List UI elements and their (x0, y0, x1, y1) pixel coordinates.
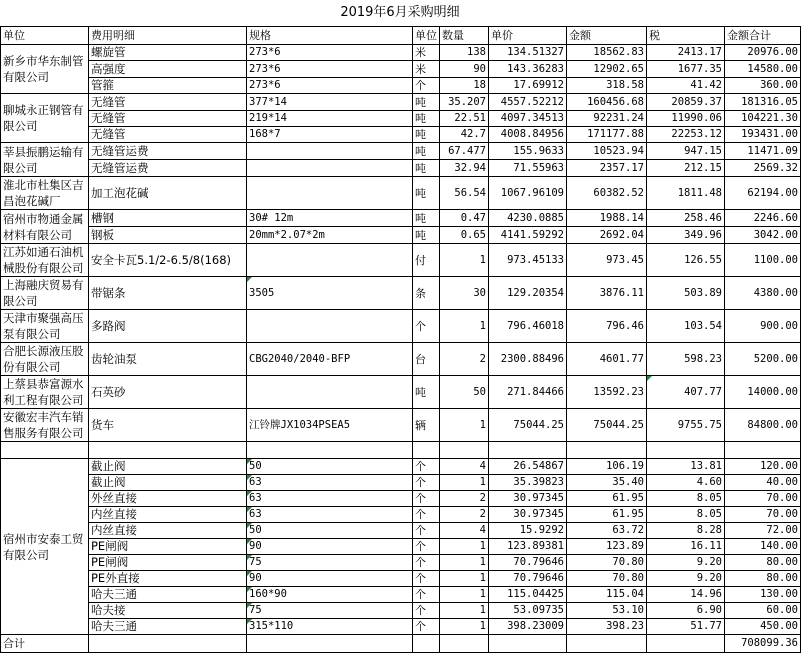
table-row[interactable] (1, 539, 801, 555)
quantity-cell[interactable]: 1 (440, 555, 489, 571)
unit-price-cell[interactable]: 4141.59292 (489, 227, 567, 244)
unit-cell[interactable]: 个 (413, 475, 440, 491)
spec-cell[interactable]: 160*90 (247, 587, 413, 603)
unit-price-cell[interactable]: 2300.88496 (489, 343, 567, 376)
quantity-cell[interactable]: 32.94 (440, 160, 489, 177)
quantity-cell[interactable]: 1 (440, 310, 489, 343)
tax-cell[interactable]: 1811.48 (647, 177, 725, 210)
total-cell[interactable]: 3042.00 (725, 227, 801, 244)
total-cell[interactable]: 360.00 (725, 78, 801, 94)
spec-cell[interactable]: 63 (247, 475, 413, 491)
spec-cell[interactable]: 90 (247, 571, 413, 587)
unit-price-cell[interactable]: 973.45133 (489, 244, 567, 277)
unit-price-cell[interactable]: 115.04425 (489, 587, 567, 603)
unit-price-cell[interactable]: 123.89381 (489, 539, 567, 555)
item-cell[interactable]: 无缝管运费 (89, 143, 247, 160)
total-cell[interactable]: 1100.00 (725, 244, 801, 277)
unit-price-cell[interactable]: 30.97345 (489, 507, 567, 523)
total-label: 合计 (1, 635, 89, 653)
total-cell[interactable]: 2569.32 (725, 160, 801, 177)
tax-cell[interactable]: 16.11 (647, 539, 725, 555)
quantity-cell[interactable]: 4 (440, 459, 489, 475)
amount-cell[interactable]: 35.40 (567, 475, 647, 491)
item-cell[interactable]: 加工泡花碱 (89, 177, 247, 210)
amount-cell[interactable]: 2692.04 (567, 227, 647, 244)
table-row[interactable] (1, 491, 801, 507)
spec-cell[interactable]: 20mm*2.07*2m (247, 227, 413, 244)
item-cell[interactable]: 哈夫接 (89, 603, 247, 619)
item-cell[interactable]: 槽钢 (89, 210, 247, 227)
table-row[interactable] (1, 343, 801, 376)
item-cell[interactable]: 无缝管运费 (89, 160, 247, 177)
total-cell[interactable]: 11471.09 (725, 143, 801, 160)
table-row[interactable] (1, 61, 801, 78)
purchase-table (0, 26, 801, 653)
amount-cell[interactable]: 61.95 (567, 491, 647, 507)
unit-price-cell[interactable]: 75044.25 (489, 409, 567, 442)
amount-cell[interactable]: 3876.11 (567, 277, 647, 310)
item-cell[interactable]: 无缝管 (89, 94, 247, 111)
unit-price-cell[interactable]: 35.39823 (489, 475, 567, 491)
table-row[interactable] (1, 475, 801, 491)
quantity-cell[interactable]: 1 (440, 244, 489, 277)
quantity-cell[interactable]: 90 (440, 61, 489, 78)
total-cell[interactable]: 70.00 (725, 491, 801, 507)
table-row[interactable] (1, 227, 801, 244)
company-cell[interactable]: 上海融庆贸易有限公司 (1, 277, 89, 310)
total-cell[interactable]: 62194.00 (725, 177, 801, 210)
tax-cell[interactable]: 9.20 (647, 555, 725, 571)
amount-cell[interactable]: 60382.52 (567, 177, 647, 210)
quantity-cell[interactable]: 2 (440, 507, 489, 523)
item-cell[interactable]: 带锯条 (89, 277, 247, 310)
header-cell[interactable]: 金额合计 (725, 27, 801, 45)
quantity-cell[interactable]: 1 (440, 475, 489, 491)
total-cell[interactable]: 80.00 (725, 555, 801, 571)
amount-cell[interactable]: 973.45 (567, 244, 647, 277)
quantity-cell[interactable]: 2 (440, 343, 489, 376)
table-row[interactable] (1, 210, 801, 227)
watermark-icon (782, 655, 800, 667)
unit-cell[interactable]: 吨 (413, 111, 440, 127)
amount-cell[interactable]: 796.46 (567, 310, 647, 343)
amount-cell[interactable]: 4601.77 (567, 343, 647, 376)
company-cell[interactable]: 新乡市华东制管有限公司 (1, 45, 89, 94)
total-cell[interactable]: 72.00 (725, 523, 801, 539)
header-cell[interactable]: 单位 (413, 27, 440, 45)
total-cell[interactable]: 20976.00 (725, 45, 801, 61)
amount-cell[interactable]: 70.80 (567, 555, 647, 571)
header-cell[interactable]: 规格 (247, 27, 413, 45)
amount-cell[interactable]: 160456.68 (567, 94, 647, 111)
unit-price-cell[interactable]: 53.09735 (489, 603, 567, 619)
sheet-title: 2019年6月采购明细 (340, 5, 460, 20)
unit-price-cell[interactable]: 129.20354 (489, 277, 567, 310)
unit-cell[interactable]: 个 (413, 523, 440, 539)
unit-price-cell[interactable]: 134.51327 (489, 45, 567, 61)
total-cell[interactable]: 181316.05 (725, 94, 801, 111)
table-row[interactable] (1, 587, 801, 603)
total-cell[interactable]: 40.00 (725, 475, 801, 491)
item-cell[interactable]: 外丝直接 (89, 491, 247, 507)
quantity-cell[interactable]: 2 (440, 491, 489, 507)
item-cell[interactable]: PE闸阀 (89, 555, 247, 571)
unit-price-cell[interactable]: 15.9292 (489, 523, 567, 539)
unit-price-cell[interactable]: 796.46018 (489, 310, 567, 343)
header-cell[interactable]: 税 (647, 27, 725, 45)
quantity-cell[interactable]: 42.7 (440, 127, 489, 143)
unit-cell[interactable]: 吨 (413, 376, 440, 409)
tax-cell[interactable]: 258.46 (647, 210, 725, 227)
unit-cell[interactable]: 吨 (413, 143, 440, 160)
unit-cell[interactable]: 吨 (413, 160, 440, 177)
quantity-cell[interactable]: 56.54 (440, 177, 489, 210)
tax-cell[interactable]: 598.23 (647, 343, 725, 376)
empty-cell (440, 635, 489, 653)
unit-price-cell[interactable]: 1067.96109 (489, 177, 567, 210)
tax-cell[interactable]: 51.77 (647, 619, 725, 635)
spec-cell[interactable] (247, 143, 413, 160)
unit-cell[interactable]: 个 (413, 587, 440, 603)
item-cell[interactable]: 内丝直接 (89, 507, 247, 523)
amount-cell[interactable]: 75044.25 (567, 409, 647, 442)
total-cell[interactable]: 450.00 (725, 619, 801, 635)
spacer-row (1, 442, 801, 459)
empty-cell (647, 442, 725, 459)
table-row[interactable] (1, 507, 801, 523)
table-row[interactable] (1, 160, 801, 177)
amount-cell[interactable]: 61.95 (567, 507, 647, 523)
table-row[interactable] (1, 78, 801, 94)
header-row (1, 27, 801, 45)
spec-cell[interactable] (247, 376, 413, 409)
unit-price-cell[interactable]: 155.9633 (489, 143, 567, 160)
unit-price-cell[interactable]: 26.54867 (489, 459, 567, 475)
quantity-cell[interactable]: 1 (440, 571, 489, 587)
table-row[interactable] (1, 94, 801, 111)
quantity-cell[interactable]: 0.47 (440, 210, 489, 227)
unit-price-cell[interactable]: 271.84466 (489, 376, 567, 409)
table-row[interactable] (1, 244, 801, 277)
item-cell[interactable]: 哈夫三通 (89, 619, 247, 635)
amount-cell[interactable]: 2357.17 (567, 160, 647, 177)
amount-cell[interactable]: 318.58 (567, 78, 647, 94)
amount-cell[interactable]: 18562.83 (567, 45, 647, 61)
empty-cell (89, 635, 247, 653)
unit-cell[interactable]: 个 (413, 555, 440, 571)
company-cell[interactable]: 上蔡县恭富源水利工程有限公司 (1, 376, 89, 409)
company-cell[interactable]: 莘县振鹏运输有限公司 (1, 143, 89, 177)
quantity-cell[interactable]: 35.207 (440, 94, 489, 111)
unit-cell[interactable]: 条 (413, 277, 440, 310)
unit-price-cell[interactable]: 17.69912 (489, 78, 567, 94)
quantity-cell[interactable]: 50 (440, 376, 489, 409)
amount-cell[interactable]: 1988.14 (567, 210, 647, 227)
unit-cell[interactable]: 吨 (413, 94, 440, 111)
tax-cell[interactable]: 503.89 (647, 277, 725, 310)
quantity-cell[interactable]: 67.477 (440, 143, 489, 160)
item-cell[interactable]: 截止阀 (89, 475, 247, 491)
amount-cell[interactable]: 92231.24 (567, 111, 647, 127)
amount-cell[interactable]: 63.72 (567, 523, 647, 539)
tax-cell[interactable]: 1677.35 (647, 61, 725, 78)
total-cell[interactable]: 4380.00 (725, 277, 801, 310)
spec-cell[interactable]: 168*7 (247, 127, 413, 143)
total-cell[interactable]: 80.00 (725, 571, 801, 587)
company-cell[interactable]: 江苏如通石油机械股份有限公司 (1, 244, 89, 277)
item-cell[interactable]: 无缝管 (89, 127, 247, 143)
spec-cell[interactable]: 219*14 (247, 111, 413, 127)
total-row (1, 635, 801, 653)
item-cell[interactable]: 石英砂 (89, 376, 247, 409)
unit-cell[interactable]: 米 (413, 61, 440, 78)
quantity-cell[interactable]: 1 (440, 409, 489, 442)
amount-cell[interactable]: 398.23 (567, 619, 647, 635)
table-row[interactable] (1, 459, 801, 475)
grand-total: 708099.36 (725, 635, 801, 653)
total-cell[interactable]: 130.00 (725, 587, 801, 603)
amount-cell[interactable]: 13592.23 (567, 376, 647, 409)
spec-cell[interactable] (247, 310, 413, 343)
spec-cell[interactable]: 江铃牌JX1034PSEA5 (247, 409, 413, 442)
spec-cell[interactable]: 377*14 (247, 94, 413, 111)
item-cell[interactable]: 内丝直接 (89, 523, 247, 539)
total-cell[interactable]: 193431.00 (725, 127, 801, 143)
item-cell[interactable]: 管箍 (89, 78, 247, 94)
quantity-cell[interactable]: 30 (440, 277, 489, 310)
spec-cell[interactable]: 273*6 (247, 61, 413, 78)
unit-cell[interactable]: 个 (413, 491, 440, 507)
empty-cell (247, 442, 413, 459)
tax-cell[interactable]: 2413.17 (647, 45, 725, 61)
total-cell[interactable]: 120.00 (725, 459, 801, 475)
spec-cell[interactable]: 75 (247, 555, 413, 571)
amount-cell[interactable]: 53.10 (567, 603, 647, 619)
unit-price-cell[interactable]: 398.23009 (489, 619, 567, 635)
empty-cell (489, 442, 567, 459)
table-row[interactable] (1, 45, 801, 61)
amount-cell[interactable]: 70.80 (567, 571, 647, 587)
tax-cell[interactable]: 8.05 (647, 491, 725, 507)
table-row[interactable] (1, 376, 801, 409)
tax-cell[interactable]: 14.96 (647, 587, 725, 603)
quantity-cell[interactable]: 0.65 (440, 227, 489, 244)
table-row[interactable] (1, 555, 801, 571)
table-row[interactable] (1, 571, 801, 587)
spec-cell[interactable]: 90 (247, 539, 413, 555)
spec-cell[interactable] (247, 244, 413, 277)
empty-cell (1, 442, 89, 459)
amount-cell[interactable]: 171177.88 (567, 127, 647, 143)
spec-cell[interactable]: 63 (247, 491, 413, 507)
tax-cell[interactable]: 20859.37 (647, 94, 725, 111)
tax-cell[interactable]: 9.20 (647, 571, 725, 587)
quantity-cell[interactable]: 1 (440, 603, 489, 619)
spec-cell[interactable] (247, 177, 413, 210)
amount-cell[interactable]: 10523.94 (567, 143, 647, 160)
company-cell[interactable]: 淮北市杜集区吉昌泡花碱厂 (1, 177, 89, 210)
total-cell[interactable]: 5200.00 (725, 343, 801, 376)
unit-price-cell[interactable]: 4557.52212 (489, 94, 567, 111)
total-cell[interactable]: 84800.00 (725, 409, 801, 442)
tax-cell[interactable]: 126.55 (647, 244, 725, 277)
spec-cell[interactable]: 273*6 (247, 45, 413, 61)
table-row[interactable] (1, 143, 801, 160)
spec-cell[interactable]: 30# 12m (247, 210, 413, 227)
quantity-cell[interactable]: 1 (440, 539, 489, 555)
item-cell[interactable]: 螺旋管 (89, 45, 247, 61)
total-cell[interactable]: 14000.00 (725, 376, 801, 409)
company-cell[interactable]: 安徽宏丰汽车销售服务有限公司 (1, 409, 89, 442)
tax-cell[interactable]: 407.77 (647, 376, 725, 409)
tax-cell[interactable]: 11990.06 (647, 111, 725, 127)
unit-price-cell[interactable]: 4008.84956 (489, 127, 567, 143)
header-cell[interactable]: 单价 (489, 27, 567, 45)
header-cell[interactable]: 数量 (440, 27, 489, 45)
item-cell[interactable]: 安全卡瓦5.1/2-6.5/8(168) (89, 244, 247, 277)
unit-cell[interactable]: 个 (413, 78, 440, 94)
empty-cell (647, 635, 725, 653)
unit-cell[interactable]: 个 (413, 539, 440, 555)
tax-cell[interactable]: 947.15 (647, 143, 725, 160)
total-cell[interactable]: 104221.30 (725, 111, 801, 127)
unit-price-cell[interactable]: 30.97345 (489, 491, 567, 507)
amount-cell[interactable]: 12902.65 (567, 61, 647, 78)
unit-cell[interactable]: 辆 (413, 409, 440, 442)
company-cell[interactable]: 宿州市物通金属材料有限公司 (1, 210, 89, 244)
table-row[interactable] (1, 523, 801, 539)
spec-cell[interactable]: 63 (247, 507, 413, 523)
item-cell[interactable]: 多路阀 (89, 310, 247, 343)
table-row[interactable] (1, 619, 801, 635)
table-row[interactable] (1, 127, 801, 143)
spec-cell[interactable]: 315*110 (247, 619, 413, 635)
total-cell[interactable]: 2246.60 (725, 210, 801, 227)
unit-cell[interactable]: 个 (413, 571, 440, 587)
empty-cell (89, 442, 247, 459)
quantity-cell[interactable]: 138 (440, 45, 489, 61)
unit-cell[interactable]: 吨 (413, 177, 440, 210)
empty-cell (413, 442, 440, 459)
company-cell[interactable]: 天津市聚强高压泵有限公司 (1, 310, 89, 343)
amount-cell[interactable]: 123.89 (567, 539, 647, 555)
tax-cell[interactable]: 212.15 (647, 160, 725, 177)
item-cell[interactable]: 齿轮油泵 (89, 343, 247, 376)
unit-cell[interactable]: 吨 (413, 227, 440, 244)
unit-price-cell[interactable]: 71.55963 (489, 160, 567, 177)
item-cell[interactable]: 高强度 (89, 61, 247, 78)
item-cell[interactable]: PE外直接 (89, 571, 247, 587)
tax-cell[interactable]: 41.42 (647, 78, 725, 94)
table-row[interactable] (1, 277, 801, 310)
tax-cell[interactable]: 22253.12 (647, 127, 725, 143)
tax-cell[interactable]: 103.54 (647, 310, 725, 343)
unit-cell[interactable]: 米 (413, 45, 440, 61)
quantity-cell[interactable]: 1 (440, 587, 489, 603)
total-cell[interactable]: 140.00 (725, 539, 801, 555)
spec-cell[interactable]: CBG2040/2040-BFP (247, 343, 413, 376)
quantity-cell[interactable]: 1 (440, 619, 489, 635)
amount-cell[interactable]: 106.19 (567, 459, 647, 475)
empty-cell (413, 635, 440, 653)
header-cell[interactable]: 金额 (567, 27, 647, 45)
tax-cell[interactable]: 8.28 (647, 523, 725, 539)
tax-cell[interactable]: 13.81 (647, 459, 725, 475)
company-cell[interactable]: 聊城永正钢管有限公司 (1, 94, 89, 143)
spec-cell[interactable]: 3505 (247, 277, 413, 310)
unit-cell[interactable]: 个 (413, 507, 440, 523)
header-cell[interactable]: 费用明细 (89, 27, 247, 45)
table-row[interactable] (1, 409, 801, 442)
item-cell[interactable]: 无缝管 (89, 111, 247, 127)
item-cell[interactable]: 截止阀 (89, 459, 247, 475)
spec-cell[interactable]: 50 (247, 459, 413, 475)
tax-cell[interactable]: 349.96 (647, 227, 725, 244)
total-cell[interactable]: 60.00 (725, 603, 801, 619)
company-cell[interactable]: 宿州市安泰工贸有限公司 (1, 459, 89, 635)
item-cell[interactable]: 哈夫三通 (89, 587, 247, 603)
table-row[interactable] (1, 111, 801, 127)
quantity-cell[interactable]: 4 (440, 523, 489, 539)
unit-cell[interactable]: 台 (413, 343, 440, 376)
spec-cell[interactable]: 75 (247, 603, 413, 619)
unit-cell[interactable]: 个 (413, 459, 440, 475)
tax-cell[interactable]: 9755.75 (647, 409, 725, 442)
unit-price-cell[interactable]: 70.79646 (489, 555, 567, 571)
item-cell[interactable]: 货车 (89, 409, 247, 442)
total-cell[interactable]: 900.00 (725, 310, 801, 343)
table-row[interactable] (1, 177, 801, 210)
unit-price-cell[interactable]: 4097.34513 (489, 111, 567, 127)
quantity-cell[interactable]: 18 (440, 78, 489, 94)
quantity-cell[interactable]: 22.51 (440, 111, 489, 127)
empty-cell (567, 635, 647, 653)
empty-cell (489, 635, 567, 653)
header-cell[interactable]: 单位 (1, 27, 89, 45)
unit-cell[interactable]: 付 (413, 244, 440, 277)
tax-cell[interactable]: 4.60 (647, 475, 725, 491)
unit-cell[interactable]: 个 (413, 603, 440, 619)
spec-cell[interactable] (247, 160, 413, 177)
unit-cell[interactable]: 吨 (413, 127, 440, 143)
unit-cell[interactable]: 个 (413, 310, 440, 343)
table-row[interactable] (1, 310, 801, 343)
tax-cell[interactable]: 6.90 (647, 603, 725, 619)
unit-price-cell[interactable]: 4230.0885 (489, 210, 567, 227)
spec-cell[interactable]: 273*6 (247, 78, 413, 94)
empty-cell (247, 635, 413, 653)
table-row[interactable] (1, 603, 801, 619)
item-cell[interactable]: PE闸阀 (89, 539, 247, 555)
empty-cell (567, 442, 647, 459)
spec-cell[interactable]: 50 (247, 523, 413, 539)
unit-price-cell[interactable]: 143.36283 (489, 61, 567, 78)
unit-cell[interactable]: 个 (413, 619, 440, 635)
total-cell[interactable]: 14580.00 (725, 61, 801, 78)
tax-cell[interactable]: 8.05 (647, 507, 725, 523)
unit-cell[interactable]: 吨 (413, 210, 440, 227)
item-cell[interactable]: 钢板 (89, 227, 247, 244)
amount-cell[interactable]: 115.04 (567, 587, 647, 603)
empty-cell (440, 442, 489, 459)
empty-cell (725, 442, 801, 459)
total-cell[interactable]: 70.00 (725, 507, 801, 523)
unit-price-cell[interactable]: 70.79646 (489, 571, 567, 587)
company-cell[interactable]: 合肥长源液压股份有限公司 (1, 343, 89, 376)
